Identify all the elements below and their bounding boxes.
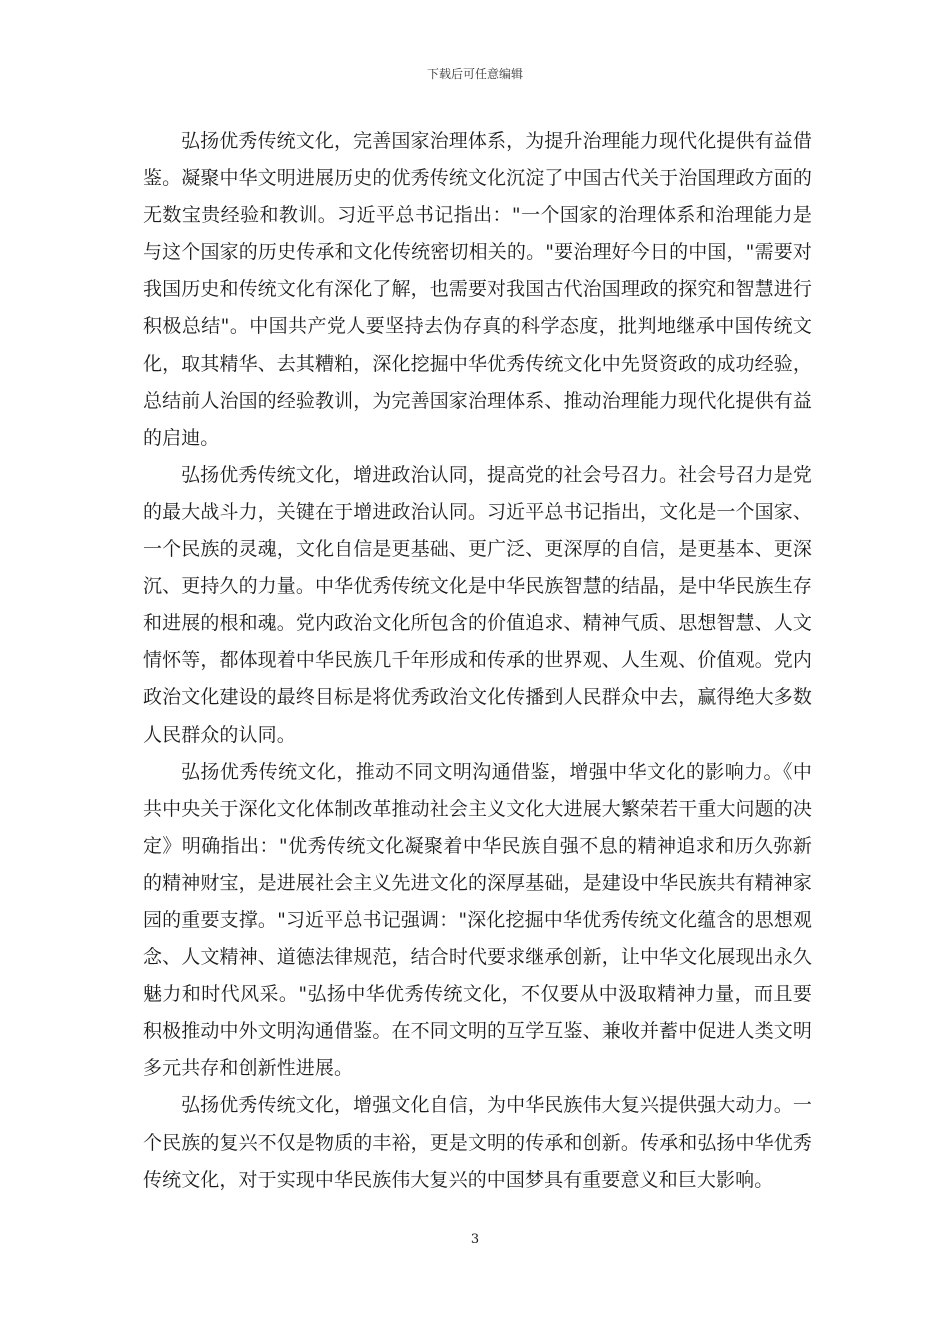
paragraph-civilization-exchange: 弘扬优秀传统文化，推动不同文明沟通借鉴，增强中华文化的影响力。《中共中央关于深化文化体制改革推动社会主义文化大进展大繁荣若干重大问题的决定》明确指出："优秀传统文化凝聚着中华民族自强不息的精神追求和历久弥新的精神财宝，是进展社会主义先进文化的深厚基础，是建设中华民族共有精神家园的重要支撑。"习近平总书记强调："深化挖掘中华优秀传统文化蕴含的思想观念、人文精神、道德法律规范，结合时代要求继承创新，让中华文化展现出永久魅力和时代风采。"弘扬中华优秀传统文化，不仅要从中汲取精神力量，而且要积极推动中外文明沟通借鉴。在不同文明的互学互鉴、兼收并蓄中促进人类文明多元共存和创新性进展。 [143,760,812,1080]
page-header-note: 下载后可任意编辑 [426,67,523,81]
document-body [143,123,812,1199]
paragraph-governance: 弘扬优秀传统文化，完善国家治理体系，为提升治理能力现代化提供有益借鉴。凝聚中华文明进展历史的优秀传统文化沉淀了中国古代关于治国理政方面的无数宝贵经验和教训。习近平总书记指出："一个国家的治理体系和治理能力是与这个国家的历史传承和文化传统密切相关的。"要治理好今日的中国，"需要对我国历史和传统文化有深化了解，也需要对我国古代治国理政的探究和智慧进行积极总结"。中国共产党人要坚持去伪存真的科学态度，批判地继承中国传统文化，取其精华、去其糟粕，深化挖掘中华优秀传统文化中先贤资政的成功经验，总结前人治国的经验教训，为完善国家治理体系、推动治理能力现代化提供有益的启迪。 [143,130,812,449]
paragraph-cultural-confidence: 弘扬优秀传统文化，增强文化自信，为中华民族伟大复兴提供强大动力。一个民族的复兴不仅是物质的丰裕，更是文明的传承和创新。传承和弘扬中华优秀传统文化，对于实现中华民族伟大复兴的中国梦具有重要意义和巨大影响。 [143,1094,812,1191]
paragraph-political-identity: 弘扬优秀传统文化，增进政治认同，提高党的社会号召力。社会号召力是党的最大战斗力，关键在于增进政治认同。习近平总书记指出，文化是一个国家、一个民族的灵魂，文化自信是更基础、更广泛、更深厚的自信，是更基本、更深沉、更持久的力量。中华优秀传统文化是中华民族智慧的结晶，是中华民族生存和进展的根和魂。党内政治文化所包含的价值追求、精神气质、思想智慧、人文情怀等，都体现着中华民族几千年形成和传承的世界观、人生观、价值观。党内政治文化建设的最终目标是将优秀政治文化传播到人民群众中去，赢得绝大多数人民群众的认同。 [143,463,812,746]
page-number: 3 [470,1232,480,1247]
